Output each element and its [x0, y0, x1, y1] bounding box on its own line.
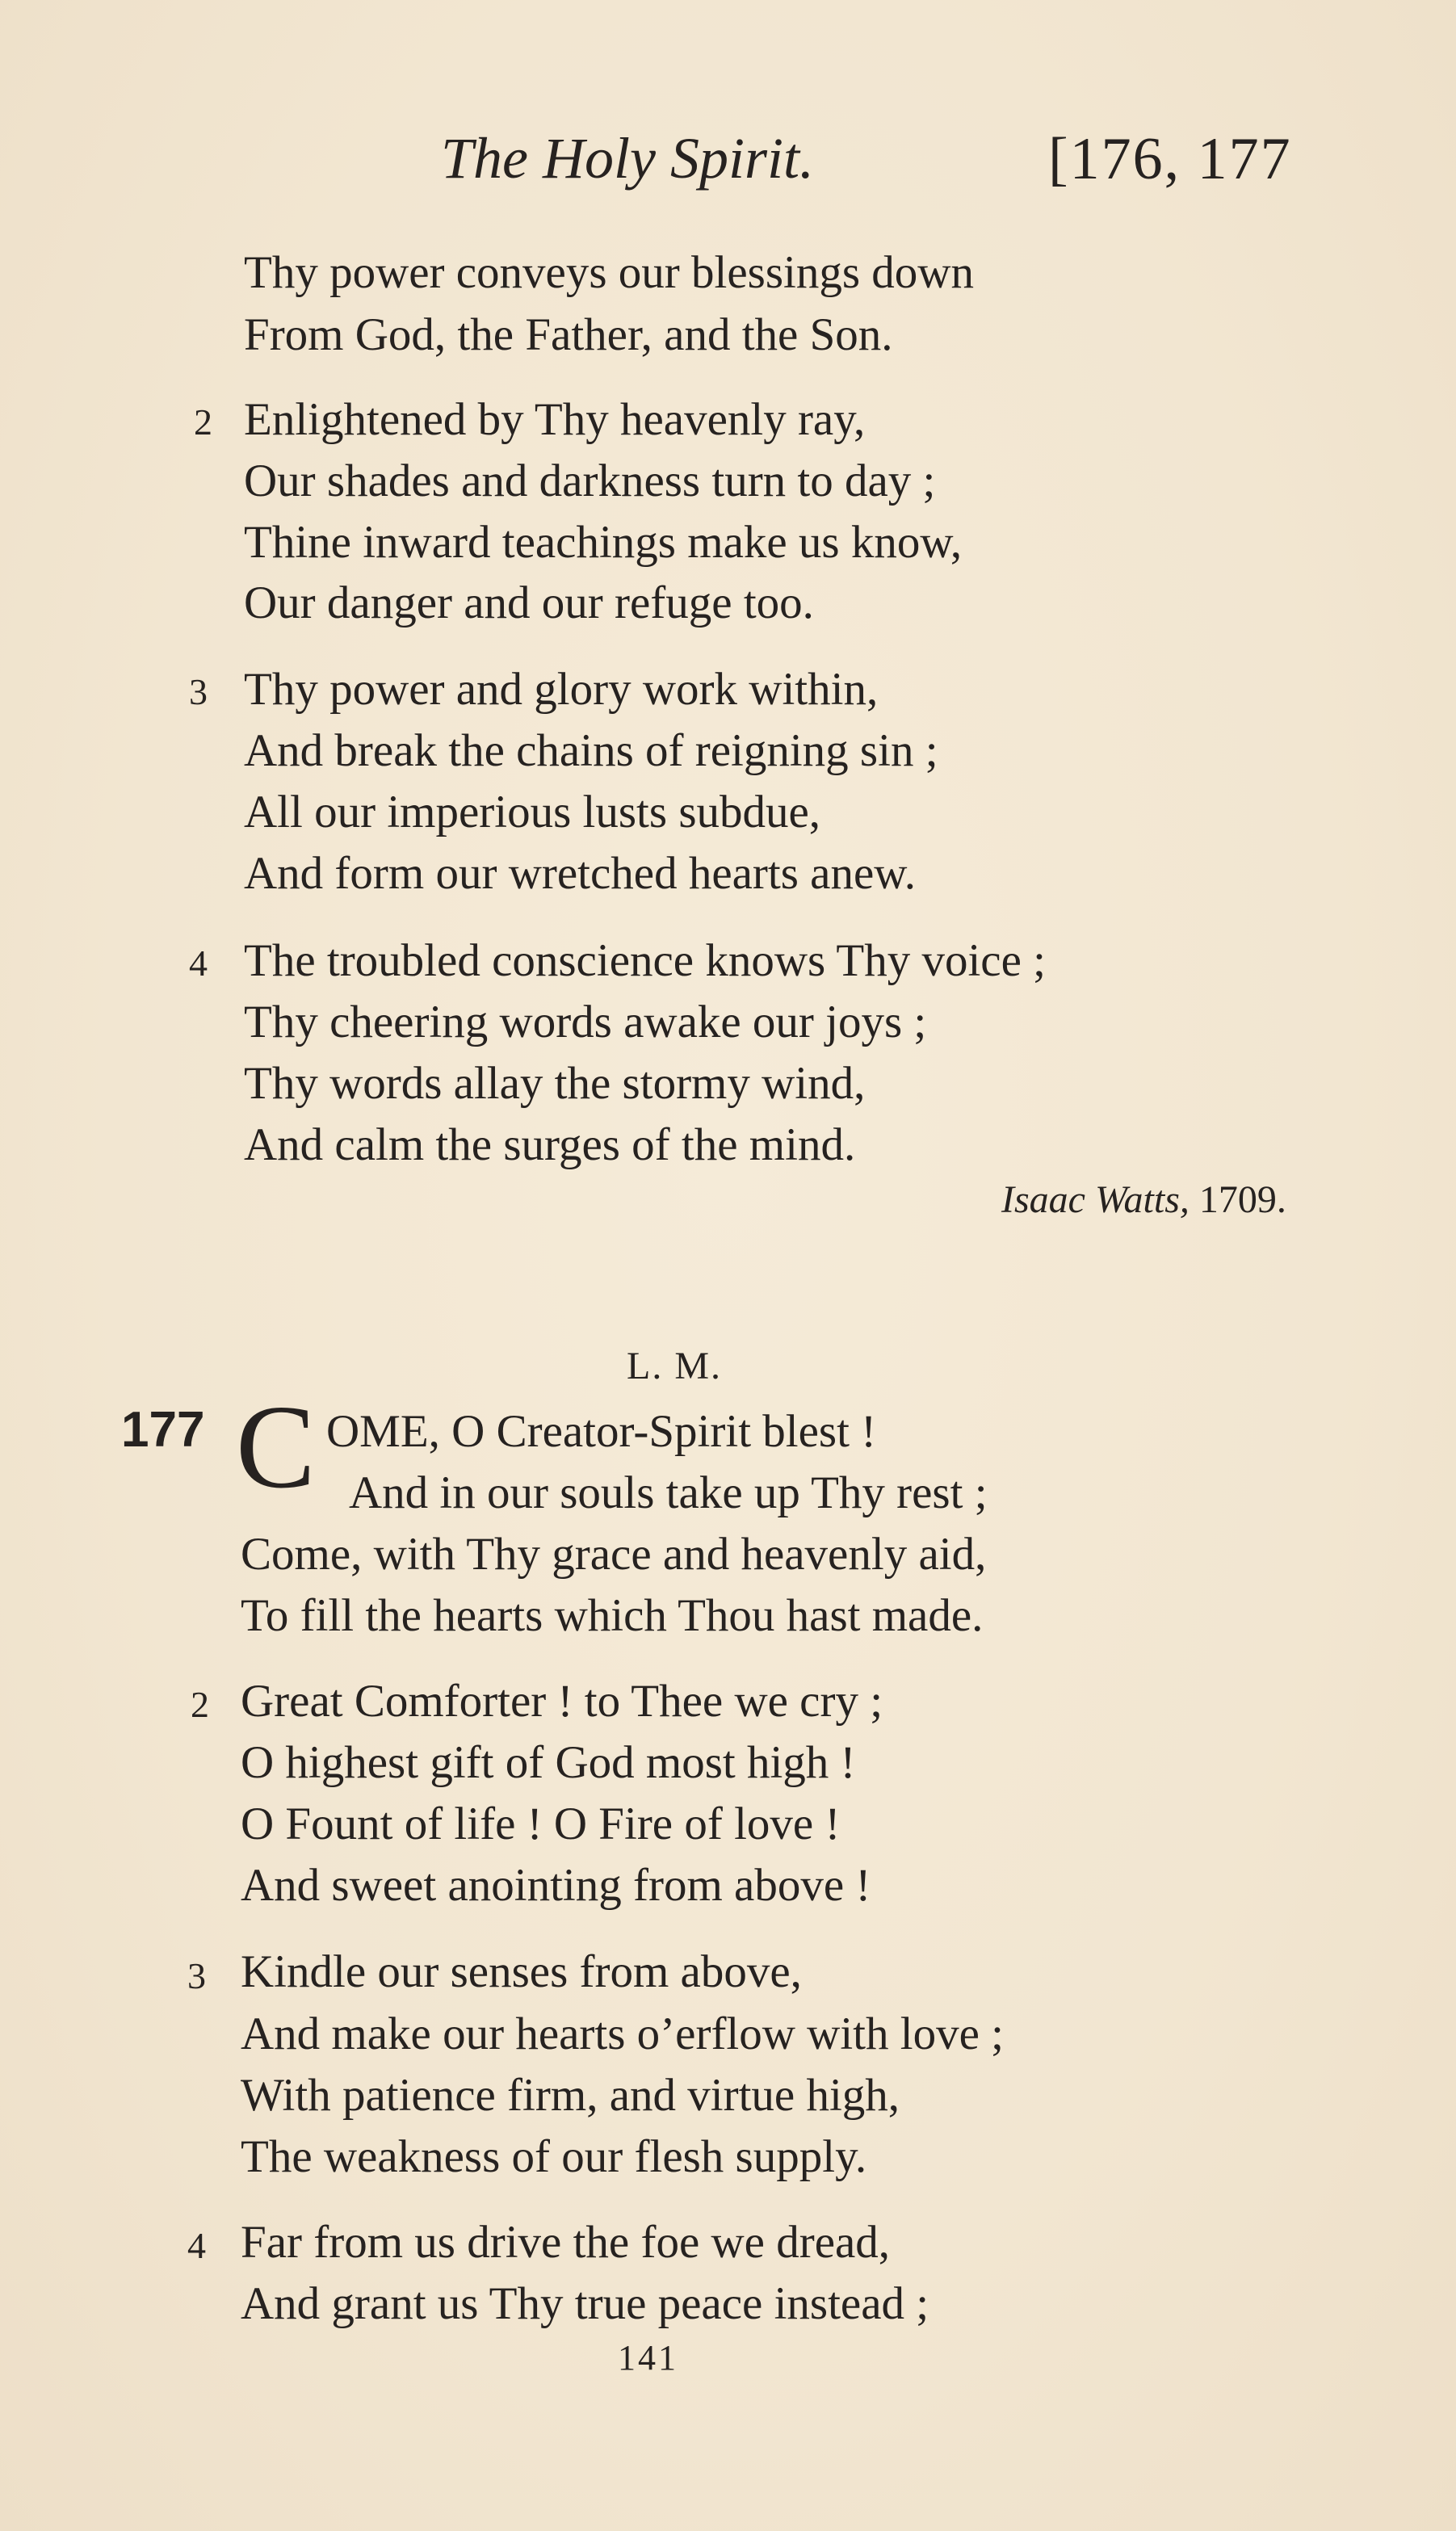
hymn-line: From God, the Father, and the Son.	[244, 309, 893, 360]
hymn-line: Thy cheering words awake our joys ;	[244, 997, 927, 1047]
running-header-title: The Holy Spirit.	[441, 126, 814, 191]
hymn-line: And form our wretched hearts anew.	[244, 848, 916, 899]
hymn-line: Our danger and our refuge too.	[244, 577, 814, 628]
hymn-line: The troubled conscience knows Thy voice ;	[244, 935, 1046, 986]
hymn-line: Thy power conveys our blessings down	[244, 247, 974, 298]
hymn-line: The weakness of our flesh supply.	[241, 2131, 867, 2182]
hymn-line: And break the chains of reigning sin ;	[244, 725, 938, 776]
hymn-line: And calm the surges of the mind.	[244, 1119, 856, 1170]
author-name: Isaac Watts,	[1001, 1178, 1190, 1221]
hymn-line: Thine inward teachings make us know,	[244, 517, 963, 568]
hymn-line: Far from us drive the foe we dread,	[241, 2217, 891, 2268]
author-year: 1709.	[1198, 1178, 1286, 1221]
meter-label: L. M.	[627, 1345, 722, 1387]
hymn-line: And grant us Thy true peace instead ;	[241, 2278, 929, 2329]
hymn-number: 177	[121, 1402, 205, 1458]
hymn-line: OME, O Creator-Spirit blest !	[326, 1406, 877, 1457]
hymn-line: All our imperious lusts subdue,	[244, 787, 821, 837]
hymn-line: Enlightened by Thy heavenly ray,	[244, 394, 866, 445]
hymn-line: And sweet anointing from above !	[241, 1860, 871, 1911]
hymn-line: O Fount of life ! O Fire of love !	[241, 1799, 841, 1849]
hymn-line: And in our souls take up Thy rest ;	[349, 1467, 988, 1518]
verse-number: 3	[187, 1955, 206, 1996]
hymn-line: Kindle our senses from above,	[241, 1946, 802, 1997]
hymn-line: Come, with Thy grace and heavenly aid,	[241, 1529, 987, 1580]
running-header-hymn-range: [176, 177	[1048, 126, 1292, 192]
hymn-line: With patience firm, and virtue high,	[241, 2070, 900, 2121]
verse-number: 4	[189, 942, 208, 984]
drop-cap-letter: C	[236, 1381, 316, 1513]
hymn-line: To fill the hearts which Thou hast made.	[241, 1590, 984, 1641]
verse-number: 2	[194, 401, 212, 443]
hymn-line: Our shades and darkness turn to day ;	[244, 455, 936, 506]
verse-number: 2	[191, 1684, 209, 1725]
verse-number: 3	[189, 671, 208, 712]
hymn-line: Thy power and glory work within,	[244, 664, 879, 715]
hymn-line: And make our hearts o’erflow with love ;	[241, 2008, 1004, 2059]
page-number: 141	[618, 2338, 678, 2378]
hymn-line: Thy words allay the stormy wind,	[244, 1058, 866, 1109]
hymn-line: O highest gift of God most high !	[241, 1737, 856, 1788]
verse-number: 4	[187, 2225, 206, 2266]
hymn-line: Great Comforter ! to Thee we cry ;	[241, 1676, 883, 1727]
hymn-attribution	[1001, 1178, 1286, 1221]
